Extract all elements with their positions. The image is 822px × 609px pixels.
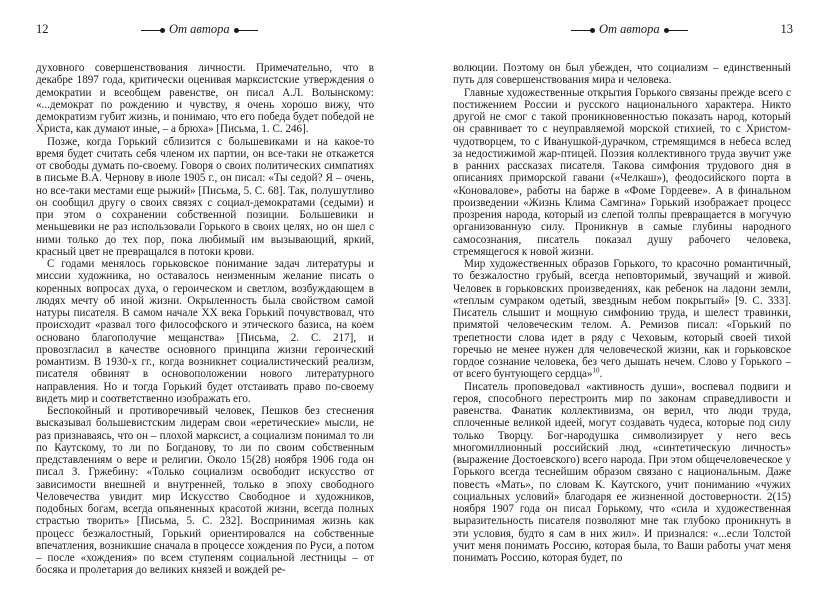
paragraph: Беспокойный и противоречивый человек, Пешков без стеснения высказывал большевистским лидерам свои «еретические» мысли, не раз признаваясь, что он – плохой марксист, а социализм понимал то ли по Каутскому, то ли по Богданову, то ли по своим собственным представлениям о вере и религии. Около 15(28) ноября 1906 года он писал З. Гржебину: «Только социализм освободит искусство от зависимости внешней и внутренней, только в эпоху свободного Человечества увидит мир Искусство Свободное и художников, подобных богам, всегда опьяненных красотой жизни, всегда полных страстью творить» [Письма, 5. С. 232]. Воспринимая жизнь как процесс безжалостный, Горький ориентировался на собственные впечатления, возникшие сначала в процессе хождения по Руси, а потом – после «хождения» по всем ступеням социальной лестницы – от босяка и пролетария до великих князей и вождей ре-	[36, 405, 375, 577]
right-page-number: 13	[780, 22, 793, 36]
paragraph: Главные художественные открытия Горького связаны прежде всего с постижением России и русского национального характера. Никто другой не смог с такой проникновенностью показать народ, который он сравнивает то с неуправляемой морской стихией, то с Христом-чудотворцем, то с Иванушкой-дурачком, стремящимся в небеса вслед за недостижимой жар-птицей. Поэзия коллективного труда звучит уже в ранних рассказах писателя. Такова симфония трудового дня в описаниях приморской гавани («Челкаш»), феодосийского порта в «Коновалове», работы на барже в «Фоме Гордееве». А в финальном произведении «Жизнь Клима Самгина» Горький изображает процесс прозрения народа, который из слепой толпы превращается в могучую организованную силу. Проникнув в самые глубины народного самосознания, писатель показал душу рабочего человека, стремящегося к новой жизни.	[453, 86, 791, 258]
paragraph: Позже, когда Горький сблизится с большевиками и на какое-то время будет считать себя членом их партии, он все-таки не откажется от свободы думать по-своему. Говоря о своих политических симпатиях в письме В.А. Чернову в июле 1905 г., он писал: «Ты седой? Я – очень, но все-таки местами еще рыжий» [Письма, 5. С. 68]. Так, полушутливо он сообщил другу о своих связях с социал-демократами (седыми) и при этом о сохранении собственной позиции. Большевики и меньшевики не раз использовали Горького в своих целях, но он шел с ними только до тех пор, пока любимый им вызывающий, яркий, красный цвет не превращался в потоки крови.	[36, 135, 374, 258]
ornament-icon	[571, 30, 595, 31]
paragraph: духовного совершенствования личности. Примечательно, что в декабре 1897 года, критически оценивая марксистские утверждения о демократии и всеобщем равенстве, он писал А.Л. Волынскому: «...демократ по рождению и чувству, я очень хорошо вижу, что демократизм губит жизнь, и понимаю, что его победа будет победой не Христа, как думают иные, – а брюха» [Письма, 1. С. 246].	[36, 62, 374, 136]
right-page	[411, 0, 822, 609]
right-page-body	[453, 62, 791, 564]
paragraph-text: Мир художественных образов Горького, то красочно романтичный, то безжалостно грубый, всегда неповторимый, звучащий и живой. Человек в горьковских произведениях, как ребенок на ладони земли, «теплым сумраком одетый, звездным небом покрытый» [9. С. 333]. Писатель слышит и мощную симфонию труда, и шелест травинки, примятой человеческим телом. А. Ремизов писал: «Горький по трепетности слова идет в ряду с Чеховым, который своей тихой горечью не менее нужен для человеческой жизни, как и горьковское гордое сознание человека, без чего дышать нечем. Слово у Горького – от всего бунтующего сердца»	[453, 258, 791, 381]
ornament-icon	[141, 30, 165, 31]
footnote-marker: 10	[592, 366, 600, 375]
left-page-header	[36, 22, 376, 40]
left-page-number: 12	[36, 22, 49, 36]
paragraph: Мир художественных образов Горького, то красочно романтичный, то безжалостно грубый, всегда неповторимый, звучащий и живой. Человек в горьковских произведениях, как ребенок на ладони земли, «теплым сумраком одетый, звездным небом покрытый» [9. С. 333]. Писатель слышит и мощную симфонию труда, и шелест травинки, примятой человеческим телом. А. Ремизов писал: «Горький по трепетности слова идет в ряду с Чеховым, который своей тихой горечью не менее нужен для человеческой жизни, как и горьковское гордое сознание человека, без чего дышать нечем. Слово у Горького – от всего бунтующего сердца»$^{10}$.	[453, 258, 791, 381]
right-running-head	[571, 22, 688, 37]
left-running-head	[141, 22, 258, 37]
ornament-icon	[664, 30, 688, 31]
paragraph: С годами менялось горьковское понимание задач литературы и миссии художника, но оставалось неизменным желание писать о коренных вопросах духа, о героическом и светлом, возбуждающем в людях мечту об иной жизни. Окрыленность была свойством самой натуры писателя. В самом начале XX века Горький почувствовал, что происходит «развал того философского и этического базиса, на коем основано благополучие мещанства» [Письма, 2. С. 217], и провозгласил в качестве основного принципа жизни героический романтизм. В 1930-х гг., когда возникнет социалистический реализм, писателя обвинят в основоположении нового литературного направления. Но и тогда Горький будет отстаивать право по-своему видеть мир и соответственно изображать его.	[36, 258, 374, 405]
right-running-head-text: От автора	[599, 22, 660, 36]
left-running-head-text: От автора	[169, 22, 230, 36]
left-page-body	[36, 62, 374, 577]
right-page-header	[453, 22, 793, 40]
paragraph: Писатель проповедовал «активность души», воспевал подвиги и героя, способного перестроить мир по законам справедливости и равенства. Фанатик коллективизма, он верил, что люди труда, сплоченные великой идеей, могут создавать чудеса, которые под силу только Творцу. Бог-народушка символизирует у него весь многомиллионный российский люд, «синтетическую личность» (выражение Достоевского) всего народа. При этом общечеловеческое у Горького всегда теснейшим образом связано с национальным. Даже повесть «Мать», по словам К. Каутского, учит пониманию «чужих социальных условий» благодаря ее жизненной достоверности. 2(15) ноября 1907 года он писал Горькому, что «сила и художественная выразительность писателя позволяют мне так глубоко проникнуть в эти условия, будто я сам в них жил». И признался: «...если Толстой учит меня понимать Россию, которая была, то Ваши работы учат меня понимать Россию, которая будет, по	[453, 380, 791, 564]
paragraph: волюции. Поэтому он был убежден, что социализм – единственный путь для совершенствования мира и человека.	[453, 62, 791, 87]
ornament-icon	[234, 30, 258, 31]
